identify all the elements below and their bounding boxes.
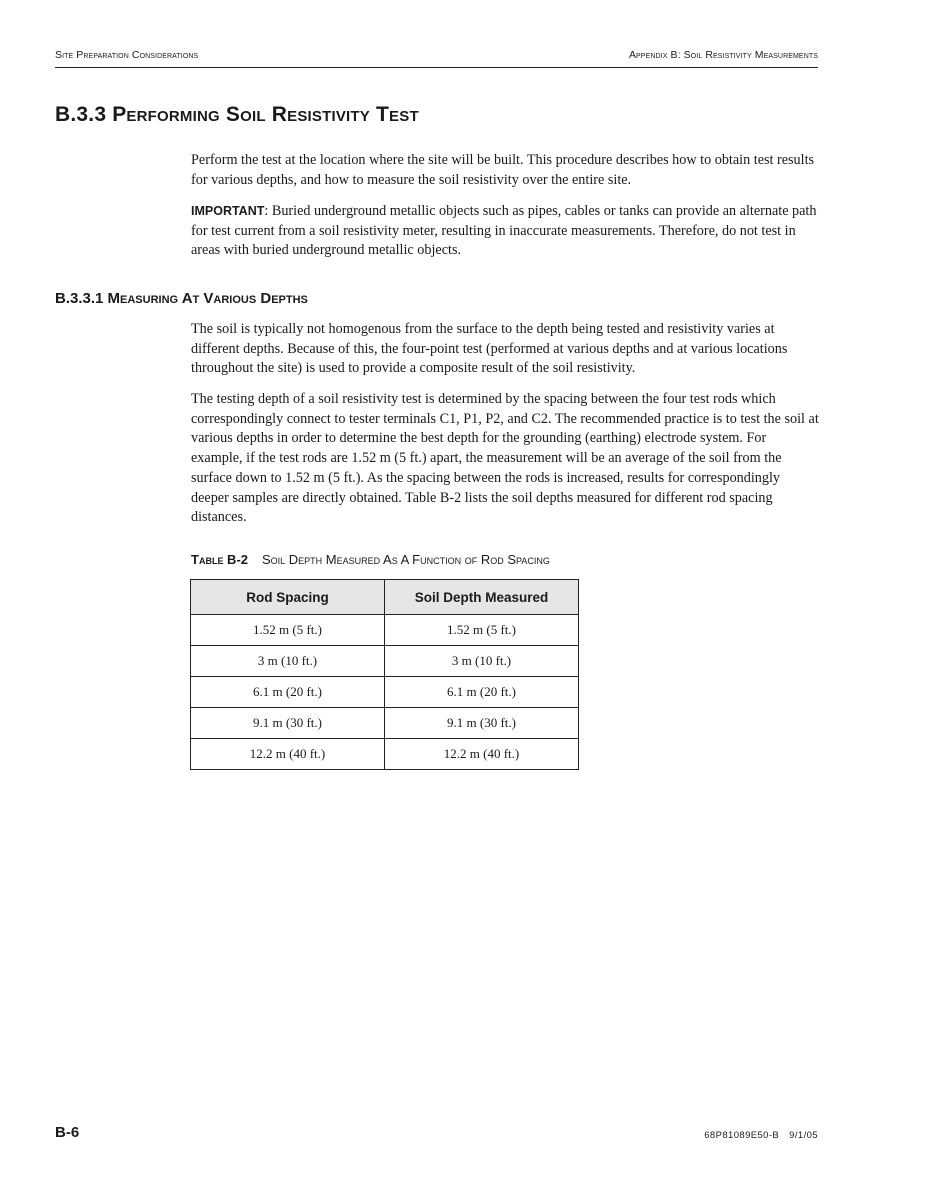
intro-paragraph: Perform the test at the location where the site will be built. This procedure describes how to obtain test results for various depths, and how to measure the soil resistivity over the entire site. bbox=[191, 152, 815, 188]
subsection-heading: B.3.3.1 Measuring At Various Depths bbox=[55, 290, 308, 307]
table-cell-rod-spacing: 1.52 m (5 ft.) bbox=[191, 615, 385, 646]
table-cell-rod-spacing: 3 m (10 ft.) bbox=[191, 646, 385, 677]
table-cell-soil-depth: 6.1 m (20 ft.) bbox=[385, 677, 579, 708]
intro-paragraph-block bbox=[191, 151, 821, 190]
header-rule bbox=[55, 67, 818, 68]
table-row bbox=[191, 739, 579, 770]
table-cell-rod-spacing: 12.2 m (40 ft.) bbox=[191, 739, 385, 770]
table-row bbox=[191, 677, 579, 708]
table-row bbox=[191, 615, 579, 646]
page-number: B-6 bbox=[55, 1124, 80, 1141]
table-row bbox=[191, 708, 579, 739]
table-caption-title: Soil Depth Measured As A Function of Rod Spacing bbox=[262, 552, 550, 567]
table-cell-soil-depth: 12.2 m (40 ft.) bbox=[385, 739, 579, 770]
table-caption-number: Table B-2 bbox=[191, 552, 248, 567]
column-header-rod-spacing: Rod Spacing bbox=[191, 580, 385, 615]
soil-depth-table bbox=[190, 579, 579, 770]
depth-paragraph-1: The soil is typically not homogenous from the surface to the depth being tested and resistivity varies at different depths. Because of this, the four-point test (performed at various depths and at various locations throughout the site) is used to provide a composite result of the soil resistivity. bbox=[191, 321, 788, 377]
running-header-left: Site Preparation Considerations bbox=[55, 49, 199, 61]
running-header-right: Appendix B: Soil Resistivity Measurements bbox=[628, 49, 818, 61]
table-cell-soil-depth: 9.1 m (30 ft.) bbox=[385, 708, 579, 739]
table-row bbox=[191, 646, 579, 677]
important-label: IMPORTANT bbox=[191, 204, 265, 218]
table-cell-rod-spacing: 9.1 m (30 ft.) bbox=[191, 708, 385, 739]
depth-paragraph-2: The testing depth of a soil resistivity test is determined by the spacing between the four test rods which correspondingly connect to tester terminals C1, P1, P2, and C2. The recommended practice is to test the soil at various depths in order to determine the best depth for the grounding (earthing) electrode system. For example, if the test rods are 1.52 m (5 ft.) apart, the measurement will be an average of the soil from the surface down to 1.52 m (5 ft.). As the spacing between the rods is increased, results for correspondingly deeper samples are directly obtained. Table B-2 lists the soil depths measured for different rod spacing distances. bbox=[191, 391, 819, 526]
important-note bbox=[191, 202, 821, 261]
table-cell-soil-depth: 3 m (10 ft.) bbox=[385, 646, 579, 677]
doc-date: 9/1/05 bbox=[789, 1130, 818, 1141]
column-header-soil-depth: Soil Depth Measured bbox=[385, 580, 579, 615]
important-text: : Buried underground metallic objects such as pipes, cables or tanks can provide an alternate path for test current from a soil resistivity meter, resulting in inaccurate measurements. Therefore, do not test in areas with buried underground metallic objects. bbox=[191, 203, 817, 259]
depth-paragraph-1-block bbox=[191, 320, 821, 379]
table-cell-rod-spacing: 6.1 m (20 ft.) bbox=[191, 677, 385, 708]
table-header-row bbox=[191, 580, 579, 615]
depth-paragraph-2-block bbox=[191, 390, 821, 528]
section-heading: B.3.3 Performing Soil Resistivity Test bbox=[55, 103, 419, 126]
important-note-block bbox=[191, 202, 821, 261]
footer-doc-info bbox=[704, 1130, 818, 1141]
table-cell-soil-depth: 1.52 m (5 ft.) bbox=[385, 615, 579, 646]
doc-id: 68P81089E50-B bbox=[704, 1130, 780, 1141]
table-caption bbox=[191, 552, 550, 567]
